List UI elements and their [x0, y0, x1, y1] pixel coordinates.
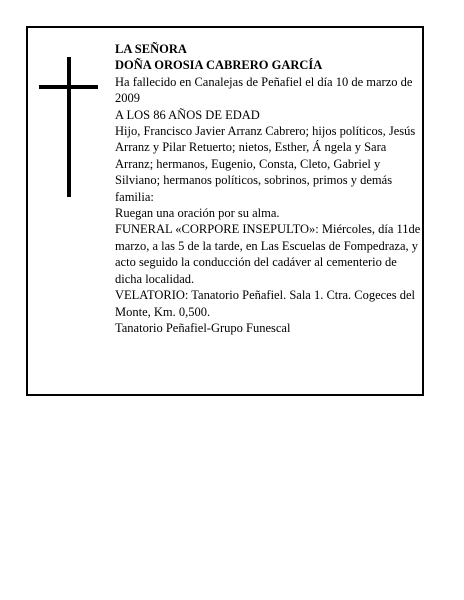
title: LA SEÑORA [115, 42, 187, 56]
funeral-info: FUNERAL «CORPORE INSEPULTO»: Miércoles, día 11de marzo, a las 5 de la tarde, en Las Escuelas de Fompedraza, y acto seguido la conducción del cadáver al cementerio de dicha localidad. [115, 222, 421, 286]
obituary-notice [26, 26, 424, 396]
cross-icon [67, 57, 71, 197]
wake-info: VELATORIO: Tanatorio Peñafiel. Sala 1. Ctra. Cogeces del Monte, Km. 0,500. [115, 288, 415, 319]
age: A LOS 86 AÑOS DE EDAD [115, 107, 260, 122]
funeral-home: Tanatorio Peñafiel-Grupo Funescal [115, 320, 291, 335]
deceased-name: DOÑA OROSIA CABRERO GARCÍA [115, 58, 323, 73]
obituary-text [115, 41, 421, 336]
cross-icon-bar [39, 85, 98, 89]
prayer-request: Ruegan una oración por su alma. [115, 206, 280, 221]
family-list: Hijo, Francisco Javier Arranz Cabrero; hijos políticos, Jesús Arranz y Pilar Retuerto; nietos, Esther, Á ngela y Sara Arranz; hermanos, Eugenio, Consta, Cleto, Gabriel y Silviano; hermanos políticos, sobrinos, primos y demás familia: [115, 124, 416, 204]
death-details: Ha fallecido en Canalejas de Peñafiel el día 10 de marzo de 2009 [115, 74, 413, 106]
